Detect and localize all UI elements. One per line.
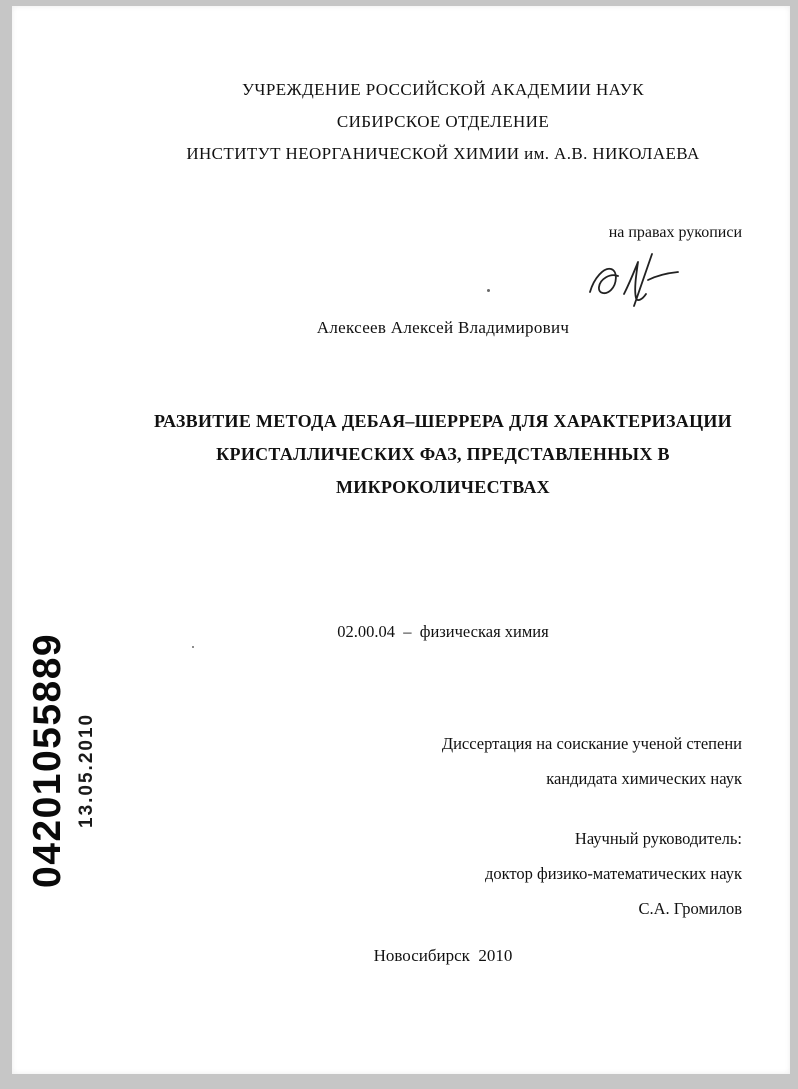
supervisor-degree: доктор физико-математических наук	[484, 864, 742, 883]
manuscript-rights-note: на правах рукописи	[608, 224, 742, 241]
ink-speck	[487, 289, 490, 292]
degree-line-2: кандидата химических наук	[546, 769, 742, 788]
dissertation-title	[144, 405, 742, 504]
city-and-year: Новосибирск 2010	[373, 946, 513, 965]
title-page	[12, 6, 790, 1074]
title-line-1: РАЗВИТИЕ МЕТОДА ДЕБАЯ–ШЕРРЕРА ДЛЯ ХАРАКТЕРИЗАЦИИ	[154, 411, 732, 431]
handwritten-signature	[584, 248, 684, 310]
ink-speck	[192, 646, 194, 648]
specialty-code: 02.00.04 – физическая химия	[337, 622, 549, 641]
institution-line-3: ИНСТИТУТ НЕОРГАНИЧЕСКОЙ ХИМИИ им. А.В. НИКОЛАЕВА	[186, 144, 700, 163]
registration-number-vertical: 04201055889	[26, 632, 69, 888]
supervisor-block	[144, 821, 742, 926]
title-line-2: КРИСТАЛЛИЧЕСКИХ ФАЗ, ПРЕДСТАВЛЕННЫХ В	[216, 444, 670, 464]
supervisor-label: Научный руководитель:	[574, 829, 742, 848]
institution-line-1: УЧРЕЖДЕНИЕ РОССИЙСКОЙ АКАДЕМИИ НАУК	[242, 80, 644, 99]
degree-statement	[144, 726, 742, 796]
page-content	[144, 6, 742, 1074]
author-name: Алексеев Алексей Владимирович	[316, 318, 570, 337]
degree-line-1: Диссертация на соискание ученой степени	[441, 734, 742, 753]
institution-line-2: СИБИРСКОЕ ОТДЕЛЕНИЕ	[336, 112, 550, 131]
supervisor-name: С.А. Громилов	[638, 899, 742, 918]
institution-block	[144, 74, 742, 170]
registration-date-vertical: 13.05.2010	[76, 712, 97, 828]
title-line-3: МИКРОКОЛИЧЕСТВАХ	[336, 477, 550, 497]
